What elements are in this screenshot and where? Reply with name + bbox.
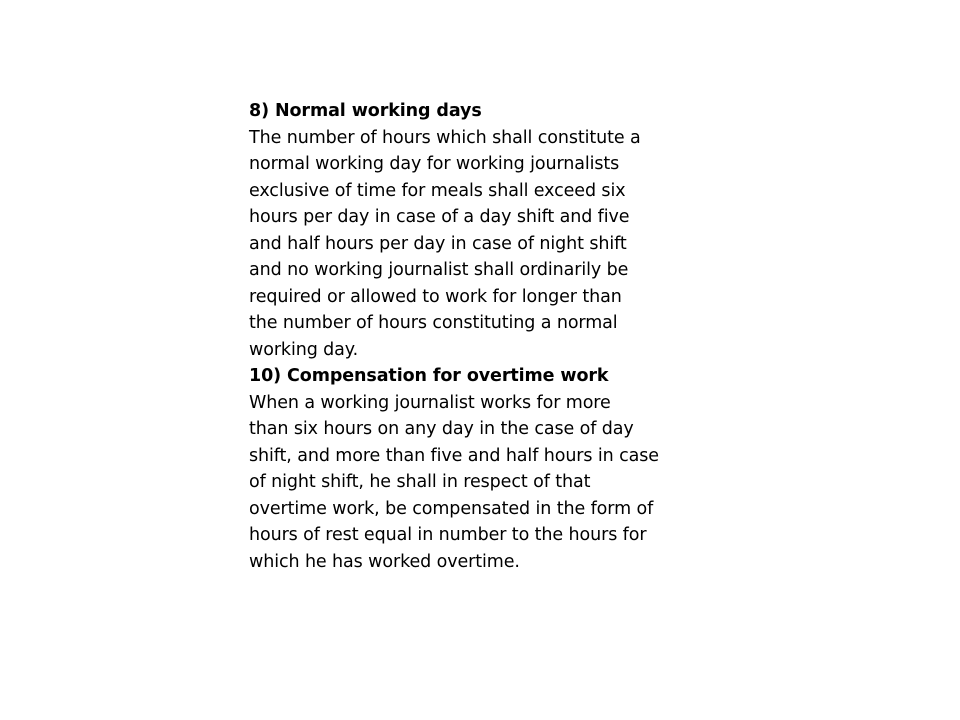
section-heading-normal-working-days: 8) Normal working days: [249, 101, 482, 121]
section-body-line: normal working day for working journalists: [249, 154, 620, 174]
section-body-line: of night shift, he shall in respect of that: [249, 472, 591, 492]
section-body-line: the number of hours constituting a normal: [249, 313, 618, 333]
document-text-block: [249, 98, 719, 575]
section-body-line: shift, and more than five and half hours in case: [249, 445, 659, 466]
section-body-line: working day.: [249, 339, 359, 360]
section-body-line: required or allowed to work for longer than: [249, 286, 622, 307]
section-heading-overtime-compensation: 10) Compensation for overtime work: [249, 366, 609, 386]
section-body-line: overtime work, be compensated in the form of: [249, 498, 654, 519]
section-body-line: and half hours per day in case of night shift: [249, 233, 627, 254]
section-body-line: When a working journalist works for more: [249, 392, 611, 413]
section-body-line: which he has worked overtime.: [249, 551, 520, 572]
section-body-line: than six hours on any day in the case of day: [249, 419, 634, 439]
section-body-line: The number of hours which shall constitute a: [249, 127, 641, 148]
section-body-line: exclusive of time for meals shall exceed six: [249, 180, 626, 201]
section-body-line: hours per day in case of a day shift and five: [249, 207, 630, 227]
section-body-line: hours of rest equal in number to the hours for: [249, 525, 647, 545]
section-body-line: and no working journalist shall ordinarily be: [249, 260, 629, 280]
